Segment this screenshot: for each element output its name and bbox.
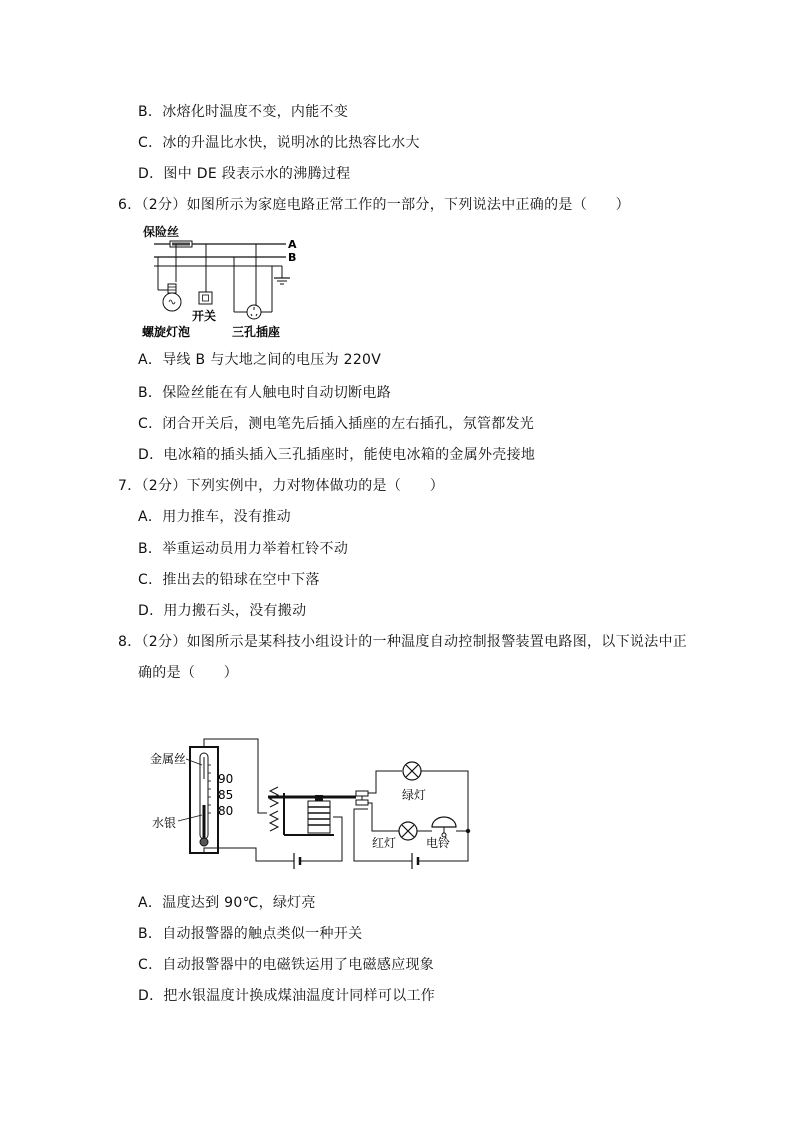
mercury-label: 水银 [152,816,177,830]
q6-option-b [138,383,391,403]
option-text: 电冰箱的插头插入三孔插座时，能使电冰箱的金属外壳接地 [163,447,536,463]
working-battery-icon [412,853,418,869]
bell-label: 电铃 [426,836,451,850]
q6-option-a [138,350,381,370]
option-text: 把水银温度计换成煤油温度计同样可以工作 [163,988,436,1004]
wire-a-label: A [288,238,297,251]
option-letter: C． [138,416,163,432]
option-letter: A． [138,509,163,525]
q6-stem: 6．（2分）如图所示为家庭电路正常工作的一部分，下列说法中正确的是（ ） [118,197,630,213]
option-letter: C． [138,957,163,973]
green-lamp-label: 绿灯 [402,788,427,802]
q5-option-b [138,102,348,122]
option-letter: B． [138,104,163,120]
option-text: 闭合开关后，测电笔先后插入插座的左右插孔，氖管都发光 [162,416,535,432]
option-text: 保险丝能在有人触电时自动切断电路 [162,385,392,401]
option-text: 推出去的铅球在空中下落 [162,572,320,588]
q8-option-a [138,893,316,913]
q7-option-a [138,507,291,527]
q5-option-d [138,164,350,184]
option-text: 自动报警器的触点类似一种开关 [162,926,363,942]
q8-option-c [138,955,434,975]
option-letter: D． [138,447,164,463]
q6-option-c [138,414,534,434]
option-letter: B． [138,926,163,942]
temperature-alarm-figure [150,735,480,870]
household-circuit-figure [140,222,310,342]
red-lamp-icon [399,822,417,840]
green-lamp-icon [403,762,421,780]
option-letter: A． [138,895,163,911]
electromagnetic-relay-icon [268,787,356,835]
option-text: 用力搬石头，没有搬动 [163,603,307,619]
q5-option-c [138,133,420,153]
q8-option-b [138,924,362,944]
q8-stem-line1: 8．（2分）如图所示是某科技小组设计的一种温度自动控制报警装置电路图，以下说法中正 [118,634,688,650]
metal-wire-label: 金属丝 [150,752,187,766]
switch-icon [199,292,212,304]
option-letter: D． [138,988,164,1004]
mercury-column [203,805,206,839]
scale-90: 90 [218,772,234,786]
three-hole-socket-icon [247,305,261,319]
option-text: 自动报警器中的电磁铁运用了电磁感应现象 [162,957,435,973]
q7-stem: 7．（2分）下列实例中，力对物体做功的是（ ） [118,478,445,494]
option-letter: C． [138,572,163,588]
q6-option-d [138,445,535,465]
option-text: 举重运动员用力举着杠铃不动 [162,541,349,557]
electric-bell-icon [432,817,456,837]
red-lamp-label: 红灯 [372,836,397,850]
q7-option-c [138,570,320,590]
option-text: 导线 B 与大地之间的电压为 220V [162,352,382,368]
option-text: 图中 DE 段表示水的沸腾过程 [163,166,351,182]
fuse-label: 保险丝 [143,225,180,239]
option-text: 用力推车，没有推动 [162,509,291,525]
option-letter: D． [138,603,164,619]
option-letter: A． [138,352,163,368]
option-letter: C． [138,135,163,151]
control-battery-icon [294,853,300,869]
contact-points-icon [356,791,368,805]
option-text: 冰熔化时温度不变，内能不变 [162,104,349,120]
option-text: 冰的升温比水快，说明冰的比热容比水大 [162,135,420,151]
q8-stem-line2: 确的是（ ） [138,665,239,681]
option-letter: B． [138,385,163,401]
option-text: 温度达到 90℃，绿灯亮 [162,895,316,911]
switch-label: 开关 [192,309,217,323]
wire-b-label: B [288,251,297,264]
option-letter: D． [138,166,164,182]
spiral-bulb-icon [163,284,181,311]
q7-option-b [138,539,348,559]
q7-option-d [138,601,306,621]
bulb-label: 螺旋灯泡 [142,325,191,339]
q8-option-d [138,986,435,1006]
socket-label: 三孔插座 [232,325,281,339]
scale-80: 80 [218,804,234,818]
scale-85: 85 [218,788,234,802]
option-letter: B． [138,541,163,557]
